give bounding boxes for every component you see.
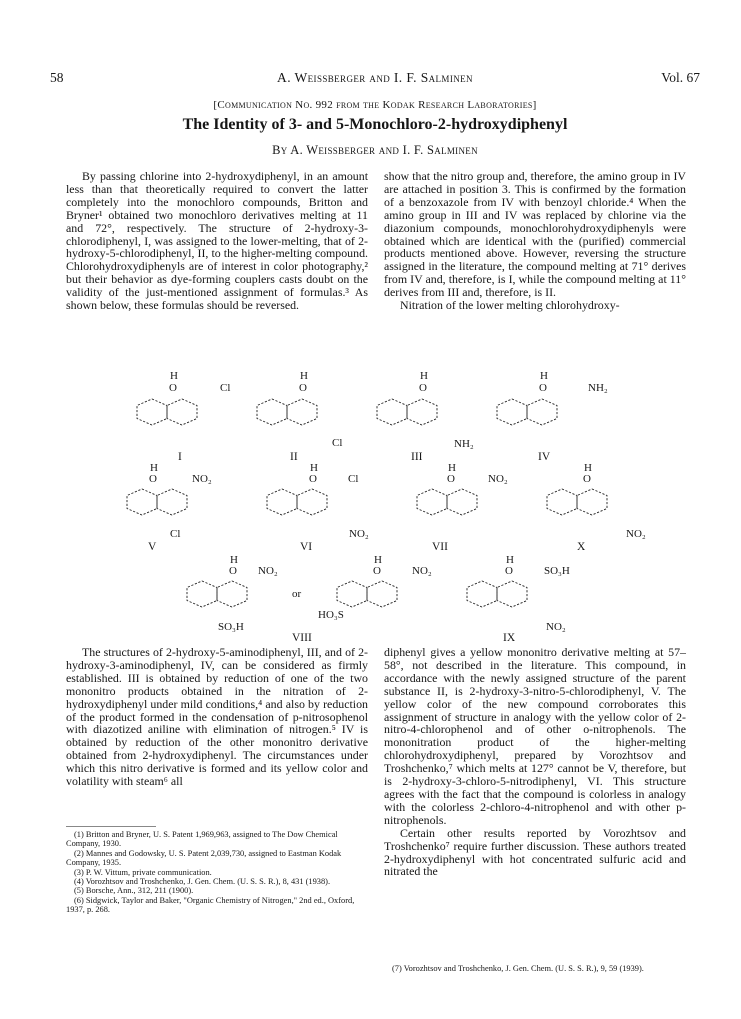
atom-o: O	[539, 382, 547, 394]
structure-label: II	[290, 451, 298, 463]
footnote-rule	[66, 826, 156, 827]
article-title: The Identity of 3- and 5-Monochloro-2-hydroxydiphenyl	[182, 116, 568, 133]
footnote: (7) Vorozhtsov and Troshchenko, J. Gen. Chem. (U. S. S. R.), 9, 59 (1939).	[392, 964, 644, 973]
atom-so3h: SO₃H	[218, 621, 244, 633]
byline: By A. Weissberger and I. F. Salminen	[272, 143, 478, 157]
atom-h: H	[374, 554, 382, 566]
structure-VII	[417, 462, 508, 553]
structure-IV	[497, 370, 608, 463]
atom-h: H	[540, 370, 548, 382]
footnotes-left	[66, 830, 368, 915]
structure-label: IV	[538, 451, 551, 463]
atom-o: O	[583, 473, 591, 485]
structure-VIII	[187, 554, 432, 644]
atom-o: O	[309, 473, 317, 485]
atom-h: H	[230, 554, 238, 566]
structure-label: VI	[300, 541, 313, 553]
atom-cl: Cl	[348, 473, 359, 485]
or-word: or	[292, 588, 302, 600]
structure-III	[377, 370, 474, 463]
atom-so3h: SO₃H	[544, 565, 570, 577]
structure-X	[547, 462, 646, 553]
atom-nh2: NH₂	[588, 382, 608, 394]
paragraph: diphenyl gives a yellow mononitro derivative melting at 57–58°, not described in the literature. This compound, in accordance with the newly assigned structure of the parent substance II, is 2-hydroxy-3-nitro-5-chlorodiphenyl, V. The yellow color of the new compound corroborates this assignment of structure in analogy with the yellow color of 2-nitro-4-chlorophenol and of other o-nitrophenols. The mononitration product of the higher-melting chlorohydroxydiphenyl, prepared by Vorozhtsov and Troshchenko,⁷ which melts at 127° cannot be V, therefore, but is 2-hydroxy-3-chloro-5-nitrodiphenyl, VI. This structure agrees with the fact that the compound is colorless in analogy with the colorless 2-chloro-4-nitrophenol and with other p-nitrophenols.	[384, 645, 686, 827]
structure-IX	[467, 554, 570, 644]
atom-o: O	[419, 382, 427, 394]
footnote: (1) Britton and Bryner, U. S. Patent 1,969,963, assigned to The Dow Chemical Company, 1930.	[66, 830, 338, 849]
atom-h: H	[310, 462, 318, 474]
structure-VI	[267, 462, 369, 553]
atom-h: H	[506, 554, 514, 566]
paragraph: show that the nitro group and, therefore, the amino group in IV are attached in position 3. This is confirmed by the formation of a benzoxazole from IV with benzoyl chloride.⁴ When the amino group in III and IV was replaced by chlorine via the diazonium compounds, monochlorohydroxydiphenyls were obtained which are identical with the (purified) commercial products mentioned above. However, reversing the structure assigned in the literature, the compound melting at 71° derives from IV and, therefore, is I, while the compound melting at 11° derives from III and, therefore, is II.	[384, 169, 686, 300]
structure-label: III	[411, 451, 423, 463]
atom-o: O	[373, 565, 381, 577]
atom-h: H	[170, 370, 178, 382]
atom-no2: NO₂	[626, 528, 646, 540]
column-right-top	[384, 170, 686, 312]
atom-h: H	[150, 462, 158, 474]
atom-o: O	[169, 382, 177, 394]
column-left-top	[66, 170, 368, 312]
atom-o: O	[149, 473, 157, 485]
footnote: (2) Mannes and Godowsky, U. S. Patent 2,039,730, assigned to Eastman Kodak Company, 1935.	[66, 848, 342, 868]
column-left-bottom	[66, 646, 368, 788]
running-header	[50, 70, 700, 88]
atom-h: H	[448, 462, 456, 474]
structure-II	[257, 370, 342, 463]
footnote: (4) Vorozhtsov and Troshchenko, J. Gen. Chem. (U. S. S. R.), 8, 431 (1938).	[74, 877, 331, 887]
footnote: (6) Sidgwick, Taylor and Baker, "Organic Chemistry of Nitrogen," 2nd ed., Oxford, 1937, p. 268.	[66, 895, 355, 915]
footnote: (5) Borsche, Ann., 312, 211 (1900).	[74, 886, 194, 896]
header-authors: A. Weissberger and I. F. Salminen	[277, 70, 473, 85]
paragraph: The structures of 2-hydroxy-5-aminodiphenyl, III, and of 2-hydroxy-3-aminodiphenyl, IV, can be considered as firmly established. III is obtained by reduction of one of the two mononitro products obtained in the nitration of 2-hydroxydiphenyl under mild conditions,⁴ and also by reduction of the product formed in the condensation of p-nitrosophenol with diazotized aniline with elimination of nitrogen.⁵ IV is obtained by reduction of the other mononitro derivative obtained from 2-hydroxydiphenyl. The circumstances under which this nitro derivative is formed and its yellow color and volatility with steam⁶ all	[66, 645, 368, 789]
atom-cl: Cl	[332, 437, 343, 449]
atom-nh2: NH₂	[454, 438, 474, 450]
volume-number: Vol. 67	[661, 70, 700, 85]
atom-h: H	[300, 370, 308, 382]
atom-o: O	[505, 565, 513, 577]
atom-o: O	[229, 565, 237, 577]
structure-label: IX	[503, 632, 516, 644]
atom-no2: NO₂	[488, 473, 508, 485]
atom-no2: NO₂	[546, 621, 566, 633]
atom-cl: Cl	[170, 528, 181, 540]
structure-V	[127, 462, 212, 553]
structure-label: VII	[432, 541, 448, 553]
paragraph: Certain other results reported by Vorozhtsov and Troshchenko⁷ require further discussion. These authors treated 2-hydroxydiphenyl with hot concentrated sulfuric acid and nitrated the	[384, 825, 686, 879]
atom-h: H	[584, 462, 592, 474]
atom-o: O	[447, 473, 455, 485]
structure-label: X	[577, 541, 586, 553]
atom-o: O	[299, 382, 307, 394]
footnote-right	[384, 964, 686, 973]
paragraph: By passing chlorine into 2-hydroxydiphenyl, in an amount less than that theoretically required to convert the latter completely into the monochloro compounds, Britton and Bryner¹ obtained two monochloro derivatives melting at 11 and 72°, respectively. The structure of 2-hydroxy-3-chlorodiphenyl, I, was assigned to the lower-melting, that of 2-hydroxy-5-chlorodiphenyl, II, to the higher-melting compound. Chlorohydroxydiphenyls are of interest in color photography,² but their behavior as dye-forming couplers casts doubt on the validity of the just-mentioned assignment of formulas.³ As shown below, these formulas should be reversed.	[66, 169, 368, 313]
atom-no2: NO₂	[349, 528, 369, 540]
atom-no2: NO₂	[258, 565, 278, 577]
column-right-bottom	[384, 646, 686, 878]
atom-h: H	[420, 370, 428, 382]
atom-no2: NO₂	[412, 565, 432, 577]
communication-line: [Communication No. 992 from the Kodak Research Laboratories]	[213, 99, 537, 111]
structure-label: V	[148, 541, 157, 553]
structure-label: I	[178, 451, 182, 463]
atom-ho3s: HO₃S	[318, 609, 344, 621]
structure-label: VIII	[292, 632, 312, 644]
chemical-structures	[60, 368, 690, 646]
paragraph: Nitration of the lower melting chlorohydroxy-	[400, 298, 620, 313]
footnote: (3) P. W. Vittum, private communication.	[74, 867, 212, 877]
structure-I	[137, 370, 230, 463]
page-number: 58	[50, 70, 64, 85]
atom-no2: NO₂	[192, 473, 212, 485]
atom-cl: Cl	[220, 382, 231, 394]
